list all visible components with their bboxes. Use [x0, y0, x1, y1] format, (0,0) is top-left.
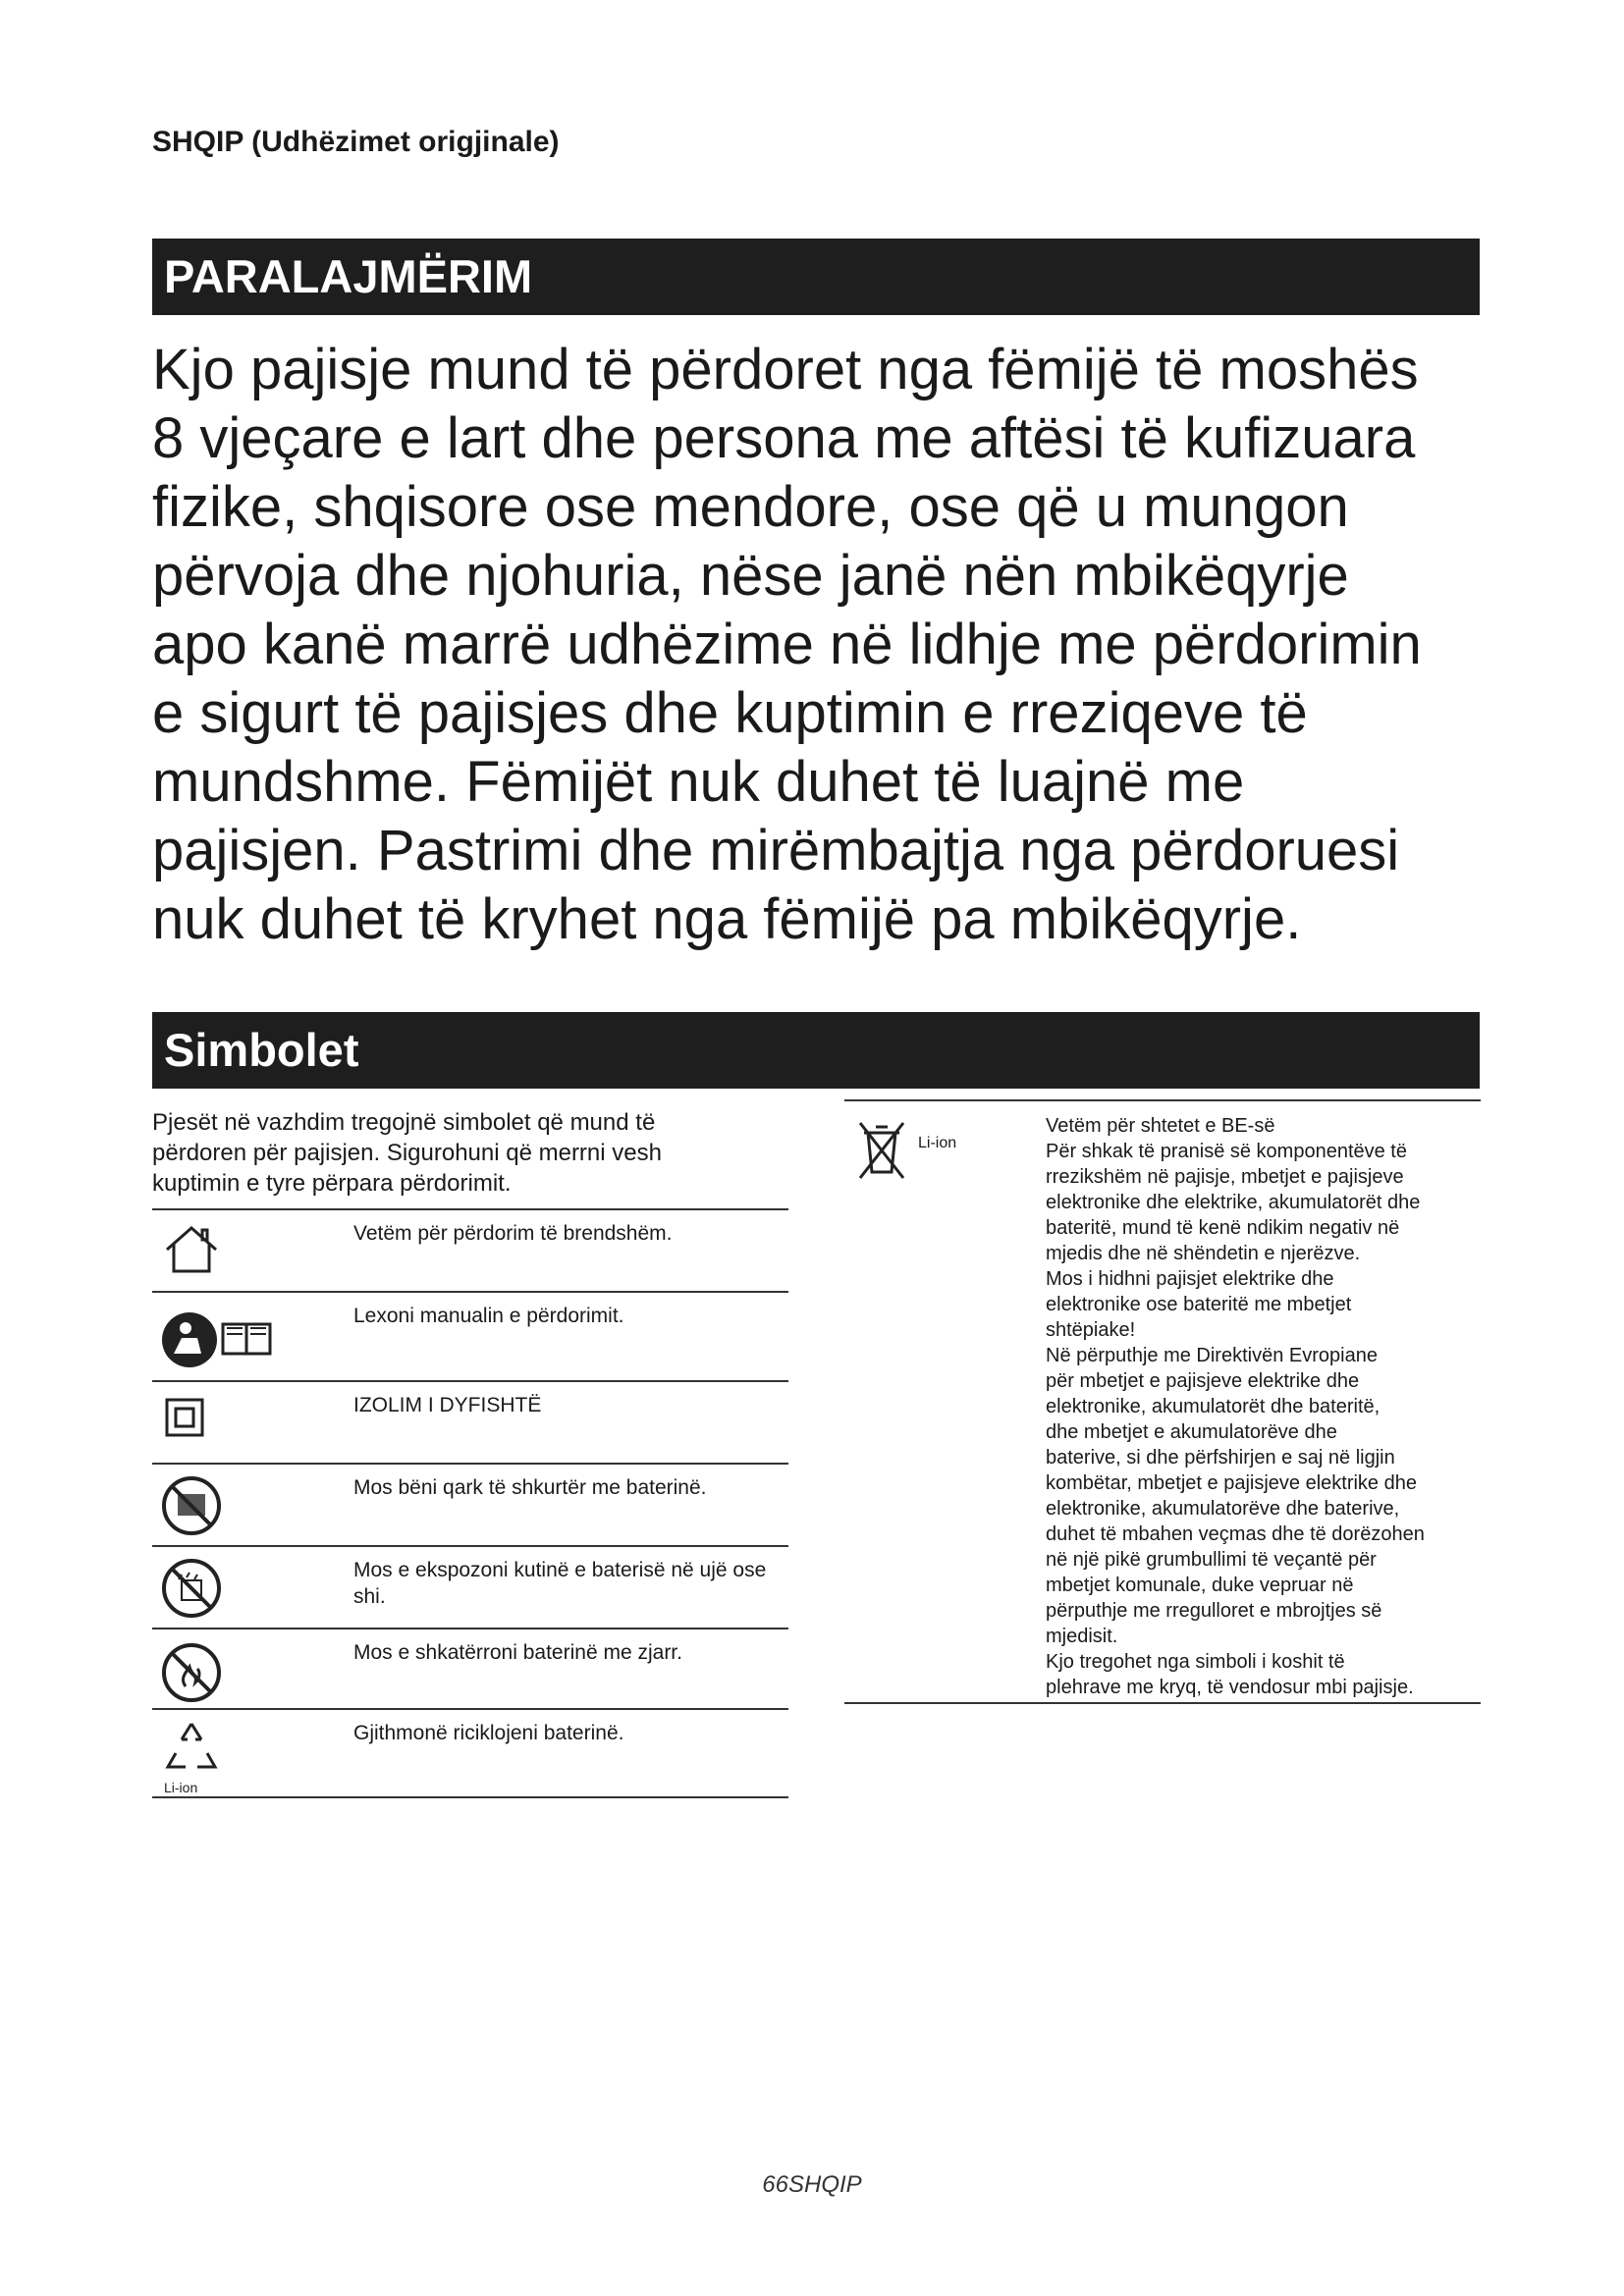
- weee-section: [844, 1099, 1481, 1704]
- weee-line: përputhje me rregulloret e mbrojtjes së: [1046, 1600, 1382, 1622]
- weee-line: duhet të mbahen veçmas dhe të dorëzohen: [1046, 1523, 1425, 1545]
- weee-line: dhe mbetjet e akumulatorëve dhe: [1046, 1421, 1337, 1443]
- symbol-text: Mos bëni qark të shkurtër me baterinë.: [353, 1476, 707, 1499]
- symbol-text: Gjithmonë riciklojeni baterinë.: [353, 1722, 624, 1744]
- symbol-row: [152, 1208, 788, 1291]
- no-short-circuit-icon: [152, 1465, 329, 1548]
- symbol-text: IZOLIM I DYFISHTË: [353, 1394, 542, 1416]
- warning-line: fizike, shqisore ose mendore, ose që u mungon: [152, 475, 1349, 539]
- weee-line: kombëtar, mbetjet e pajisjeve elektrike dhe: [1046, 1472, 1417, 1494]
- weee-line: Vetëm për shtetet e BE-së: [1046, 1115, 1275, 1137]
- weee-line: për mbetjet e pajisjeve elektrike dhe: [1046, 1370, 1360, 1392]
- intro-line: kuptimin e tyre përpara përdorimit.: [152, 1170, 512, 1197]
- symbol-text: Vetëm për përdorim të brendshëm.: [353, 1222, 673, 1245]
- symbol-row: [152, 1463, 788, 1545]
- weee-line: elektronike dhe elektrike, akumulatorët dhe: [1046, 1192, 1421, 1213]
- recycle-icon-label: Li-ion: [164, 1780, 198, 1795]
- page-footer: 66SHQIP: [762, 2171, 862, 2198]
- weee-line: elektronike, akumulatorëve dhe baterive,: [1046, 1498, 1400, 1520]
- weee-line: rrezikshëm në pajisje, mbetjet e pajisjeve: [1046, 1166, 1404, 1188]
- weee-line: mjedis dhe në shëndetin e njerëzve.: [1046, 1243, 1361, 1264]
- no-fire-icon: [152, 1629, 329, 1713]
- symbols-table: [152, 1208, 788, 1798]
- symbol-text: Lexoni manualin e përdorimit.: [353, 1305, 624, 1327]
- warning-line: 8 vjeçare e lart dhe persona me aftësi të kufizuara: [152, 406, 1416, 470]
- intro-line: përdoren për pajisjen. Sigurohuni që merrni vesh: [152, 1140, 662, 1166]
- symbol-row: [152, 1380, 788, 1463]
- weee-line: mbetjet komunale, duke vepruar në: [1046, 1575, 1354, 1596]
- recycle-icon: [152, 1710, 329, 1803]
- warning-line: përvoja dhe njohuria, nëse janë nën mbikëqyrje: [152, 544, 1349, 608]
- warning-text: [152, 336, 1488, 954]
- weee-line: mjedisit.: [1046, 1626, 1118, 1647]
- symbol-text: Mos e shkatërroni baterinë me zjarr.: [353, 1641, 682, 1664]
- weee-line: Për shkak të pranisë së komponentëve të: [1046, 1141, 1407, 1162]
- crossed-bin-icon: [854, 1117, 909, 1187]
- weee-line: Mos i hidhni pajisjet elektrike dhe: [1046, 1268, 1334, 1290]
- warning-line: pajisjen. Pastrimi dhe mirëmbajtja nga përdoruesi: [152, 819, 1400, 882]
- warning-line: nuk duhet të kryhet nga fëmijë pa mbikëqyrje.: [152, 887, 1302, 951]
- weee-line: në një pikë grumbullimi të veçantë për: [1046, 1549, 1377, 1571]
- weee-line: plehrave me kryq, të vendosur mbi pajisje.: [1046, 1677, 1414, 1698]
- weee-icon-label: Li-ion: [918, 1135, 957, 1151]
- symbol-row: [152, 1708, 788, 1798]
- warning-line: Kjo pajisje mund të përdoret nga fëmijë të moshës: [152, 338, 1419, 401]
- weee-line: elektronike ose bateritë me mbetjet: [1046, 1294, 1352, 1315]
- double-insulation-icon: [152, 1382, 329, 1466]
- symbol-row: [152, 1291, 788, 1380]
- weee-text: [1046, 1113, 1478, 1700]
- weee-line: shtëpiake!: [1046, 1319, 1136, 1341]
- symbol-row: [152, 1545, 788, 1628]
- house-icon: [152, 1210, 329, 1294]
- warning-heading: PARALAJMËRIM: [152, 239, 1480, 315]
- language-title: SHQIP (Udhëzimet origjinale): [152, 126, 560, 158]
- warning-line: mundshme. Fëmijët nuk duhet të luajnë me: [152, 750, 1245, 814]
- symbols-heading: Simbolet: [152, 1012, 1480, 1089]
- weee-line: elektronike, akumulatorët dhe bateritë,: [1046, 1396, 1380, 1417]
- symbols-intro: [152, 1107, 790, 1199]
- no-water-icon: [152, 1547, 329, 1630]
- weee-line: Kjo tregohet nga simboli i koshit të: [1046, 1651, 1345, 1673]
- weee-line: bateritë, mund të kenë ndikim negativ në: [1046, 1217, 1400, 1239]
- read-manual-icon: [152, 1293, 329, 1376]
- warning-line: apo kanë marrë udhëzime në lidhje me përdorimin: [152, 613, 1422, 676]
- intro-line: Pjesët në vazhdim tregojnë simbolet që mund të: [152, 1109, 656, 1136]
- symbol-row: [152, 1628, 788, 1708]
- weee-line: baterive, si dhe përfshirjen e saj në ligjin: [1046, 1447, 1395, 1468]
- warning-line: e sigurt të pajisjes dhe kuptimin e rreziqeve të: [152, 681, 1308, 745]
- symbol-text: Mos e ekspozoni kutinë e baterisë në ujë ose shi.: [353, 1559, 767, 1608]
- weee-line: Në përputhje me Direktivën Evropiane: [1046, 1345, 1378, 1366]
